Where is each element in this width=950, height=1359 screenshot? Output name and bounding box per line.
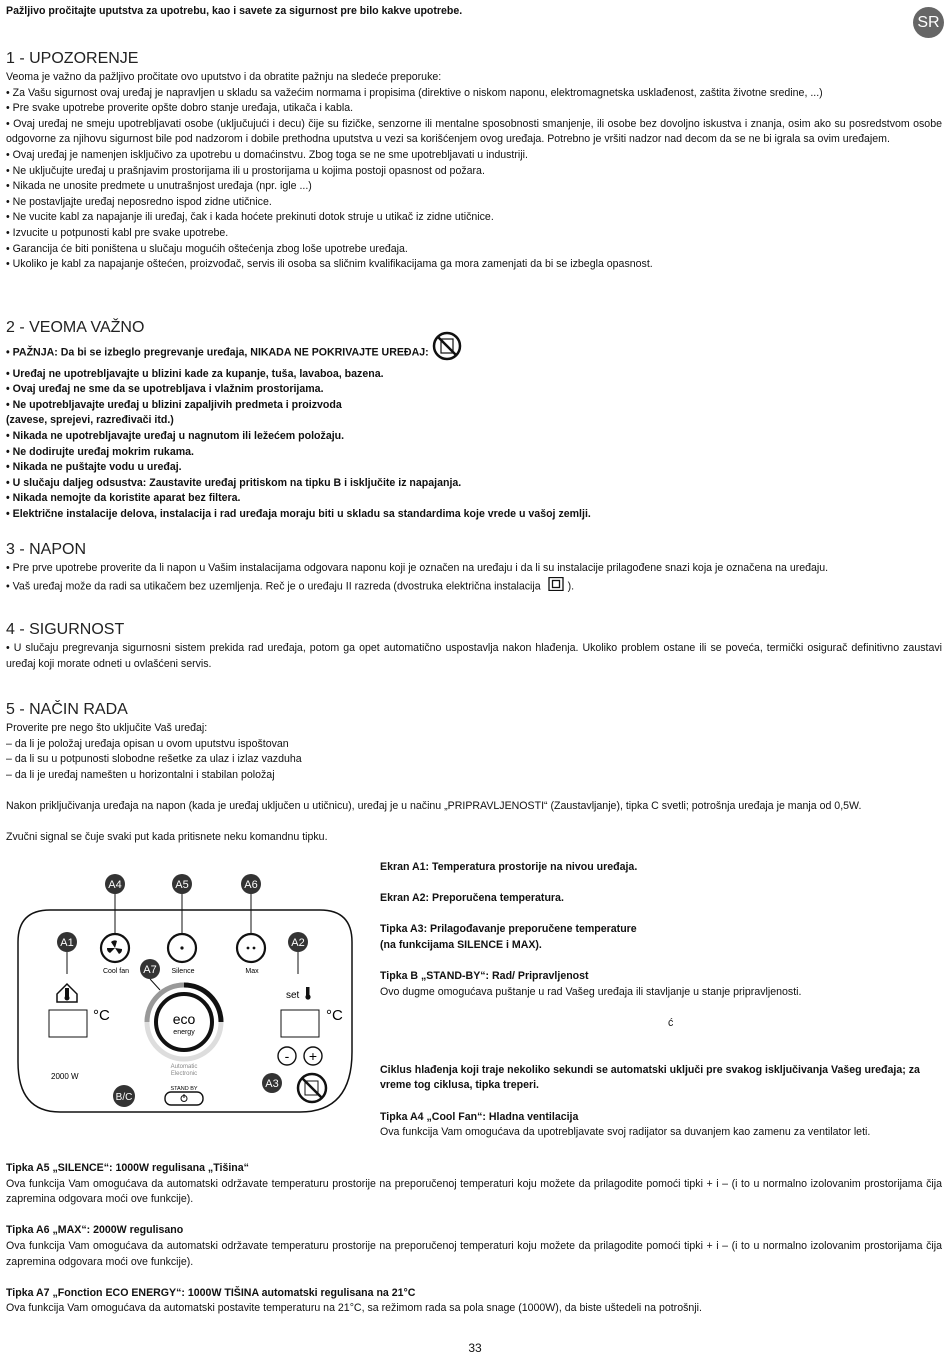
section-safety <box>6 620 942 672</box>
section-very-important <box>6 318 942 523</box>
section-warning <box>6 49 942 273</box>
desc-b-text: Ovo dugme omogućava puštanje u rad Vašeg uređaja ili stavljanje u stanje pripravljenosti. <box>380 985 802 998</box>
list-item-text-end: ). <box>567 580 575 593</box>
plus-button <box>304 1047 322 1065</box>
list-item: • Za Vašu sigurnost ovaj uređaj je napravljen u skladu sa važećim normama i propisima (direktive o niskom naponu, elektromagnetska usklađenost, zaštita životne sredine, ...) <box>6 86 823 99</box>
max-button <box>237 934 265 962</box>
section-operation <box>6 700 942 846</box>
list-item: • Nikada ne unosite predmete u unutrašnjost uređaja (npr. igle ...) <box>6 180 312 193</box>
label-a6 <box>241 874 261 894</box>
desc-a1: Ekran A1: Temperatura prostorije na nivou uređaja. <box>380 861 638 873</box>
top-note: Pažljivo pročitajte uputstva za upotrebu, kao i savete za sigurnost pre bilo kakve upotrebe. <box>6 5 463 17</box>
label-a4-text: A4 <box>108 879 122 891</box>
label-a3-text: A3 <box>265 1078 279 1090</box>
desc-a4-text: Ova funkcija Vam omogućava da upotrebljavate svoj radijator sa duvanjem kao zamenu za ventilator leti. <box>380 1126 871 1139</box>
list-item: • Nikada nemojte da koristite aparat bez filtera. <box>6 492 241 505</box>
standby-label: STAND BY <box>170 1086 198 1092</box>
section-title: 5 - NAČIN RADA <box>6 701 128 718</box>
thermometer-icon <box>305 987 310 1000</box>
paragraph: Nakon priključivanja uređaja na napon (kada je uređaj uključen u utičnicu), uređaj je u načinu „PRIPRAVLJENOSTI“ (Zaustavljanje), tipka C svetli; potrošnja uređaja je manja od 0,5W. <box>6 799 862 812</box>
max-label: Max <box>245 968 259 975</box>
warning-text: • PAŽNJA: Da bi se izbeglo pregrevanje uređaja, NIKADA NE POKRIVAJTE UREĐAJ: <box>6 346 429 359</box>
desc-a5-title: Tipka A5 „SILENCE“: 1000W regulisana „Tišina“ <box>6 1162 249 1174</box>
list-item: • Ne postavljajte uređaj neposredno ispod zidne utičnice. <box>6 195 272 208</box>
silence-label: Silence <box>171 968 195 975</box>
label-a1-text: A1 <box>60 937 74 949</box>
desc-a7-text: Ova funkcija Vam omogućava da automatski postavite temperaturu na 21°C, sa režimom rada sa pola snage (1000W), da biste uštedeli na potrošnji. <box>6 1302 702 1315</box>
list-item: • U slučaju daljeg odsustva: Zaustavite uređaj pritiskom na tipku B i isključite iz napajanja. <box>6 476 462 489</box>
desc-a4-title: Tipka A4 „Cool Fan“: Hladna ventilacija <box>380 1110 579 1123</box>
list-item: • Ukoliko je kabl za napajanje oštećen, proizvođač, servis ili osoba sa sličnim kvalifikacijama ga mora zamenjati da bi se izbegla opasnost. <box>6 258 653 271</box>
list-item-text: • Vaš uređaj može da radi sa utikačem bez uzemljenja. Reč je o uređaju II razreda (dvostruka električna instalacija <box>6 580 541 593</box>
desc-a7-title: Tipka A7 „Fonction ECO ENERGY“: 1000W TIŠINA automatski regulisana na 21°C <box>6 1286 416 1299</box>
list-item: • Električne instalacije delova, instalacija i rad uređaja moraju biti u skladu sa standardima koje vrede u vašoj zemlji. <box>6 507 591 520</box>
mode-descriptions <box>6 1161 942 1317</box>
desc-a2: Ekran A2: Preporučena temperatura. <box>380 892 564 905</box>
fan-icon <box>107 940 122 954</box>
list-item: • U slučaju pregrevanja sigurnosni sistem prekida rad uređaja, potom ga opet automatično uspostavlja nakon hlađenja. Ukoliko problem ostane ili se poveća, termički osigurač definitivno zaustavi uređaj koji morate odneti u ovlašćeni servis. <box>6 642 942 670</box>
list-item <box>6 339 942 367</box>
list-item: • Ne uključujte uređaj u prašnjavim prostorijama ili u prostorijama u kojima postoji opasnost od požara. <box>6 164 485 177</box>
desc-a3-line1: Tipka A3: Prilagođavanje preporučene temperature <box>380 923 637 936</box>
eco-energy-button <box>147 985 221 1059</box>
label-a3 <box>262 1073 282 1093</box>
label-a4 <box>105 874 125 894</box>
list-item: – da li je položaj uređaja opisan u ovom uputstvu ispoštovan <box>6 737 289 750</box>
list-item: • Ne dodirujte uređaj mokrim rukama. <box>6 445 194 458</box>
minus-text: - <box>284 1048 290 1064</box>
paragraph: Proverite pre nego što uključite Vaš uređaj: <box>6 722 208 734</box>
list-item: – da li su u potpunosti slobodne rešetke za ulaz i izlaz vazduha <box>6 753 302 766</box>
list-item: • Izvucite u potpunosti kabl pre svake upotrebe. <box>6 226 229 239</box>
unit-right: °C <box>326 1007 343 1024</box>
label-a5-text: A5 <box>175 879 189 891</box>
label-a5 <box>172 874 192 894</box>
section-title: 1 - UPOZORENJE <box>6 50 139 67</box>
unit-left: °C <box>93 1007 110 1024</box>
label-a2-text: A2 <box>291 937 305 949</box>
section-title: 3 - NAPON <box>6 541 87 558</box>
section-title: 4 - SIGURNOST <box>6 621 125 638</box>
list-item <box>6 577 942 597</box>
display-a1 <box>49 1010 87 1037</box>
minus-button <box>278 1047 296 1065</box>
silence-button <box>168 934 196 962</box>
desc-a6-text: Ova funkcija Vam omogućava da automatski održavate temperaturu prostorije na preporučenoj temperaturi koju možete da prilagodite pomoći tipki + i – (i to u normalno izolovanim prostorijama čija zapremina odgovara moći ove funkcije). <box>6 1239 942 1268</box>
list-item: • Ovaj uređaj ne sme da se upotrebljava i vlažnim prostorijama. <box>6 383 324 396</box>
list-item: – da li je uređaj namešten u horizontalni i stabilan položaj <box>6 768 275 781</box>
list-item: • Pre svake upotrebe proverite opšte dobro stanje uređaja, utikača i kabla. <box>6 102 354 115</box>
class-ii-icon <box>544 577 568 597</box>
cool-fan-button <box>101 934 129 962</box>
label-a7 <box>140 959 160 979</box>
desc-a3-line2: (na funkcijama SILENCE i MAX). <box>380 938 542 951</box>
list-item: • Ne upotrebljavajte uređaj u blizini zapaljivih predmeta i proizvoda <box>6 398 342 411</box>
stray-character: ć <box>668 1016 674 1029</box>
label-a6-text: A6 <box>244 879 258 891</box>
language-badge: SR <box>913 7 944 38</box>
label-a1 <box>57 932 77 952</box>
eco-text: eco <box>172 1011 196 1027</box>
do-not-cover-icon <box>432 339 462 367</box>
display-a2 <box>281 1010 319 1037</box>
paragraph: Veoma je važno da pažljivo pročitate ovo uputstvo i da obratite pažnju na sledeće preporuke: <box>6 71 442 83</box>
power-label: 2000 W <box>51 1072 79 1081</box>
do-not-cover-icon <box>298 1074 326 1102</box>
desc-a6-title: Tipka A6 „MAX“: 2000W regulisano <box>6 1224 184 1237</box>
list-item: • Ovaj uređaj ne smeju upotrebljavati osobe (uključujući i decu) čije su fizičke, senzorne ili mentalne sposobnosti smanjenje, ili osobe bez dovoljno iskustva i znanja, osim ako su posredstvom osobe odgovorne za njihovu sigurnost bile pod nadzorom i dobile prethodna uputstva u vezi sa korišćenjem ovog uređaja. Potrebno je vršiti nadzor nad decom da se ne bi igrala sa ovim uređajem. <box>6 117 942 146</box>
list-item: • Nikada ne upotrebljavajte uređaj u nagnutom ili ležećem položaju. <box>6 429 345 442</box>
label-bc-text: B/C <box>115 1092 133 1103</box>
list-item: • Nikada ne puštajte vodu u uređaj. <box>6 461 182 474</box>
list-item: • Pre prve upotrebe proverite da li napon u Vašim instalacijama odgovara naponu koji je označen na uređaju i da li su instalacije prilagođene snazi koja je označena na uređaju. <box>6 562 829 574</box>
label-bc <box>113 1085 135 1107</box>
desc-a5-text: Ova funkcija Vam omogućava da automatski održavate temperaturu prostorije na preporučenoj temperaturi koju možete da prilagodite pomoći tipki + i – (i to u normalno izolovanim prostorijama čija zapremina odgovara moći ove funkcije). <box>6 1177 942 1206</box>
standby-button <box>165 1092 203 1105</box>
plus-text: + <box>308 1048 318 1064</box>
page-number: 33 <box>468 1341 482 1355</box>
set-label: set <box>286 990 300 1001</box>
control-panel-diagram <box>0 862 380 1122</box>
list-item: • Garancija će biti poništena u slučaju mogućih oštećenja zbog loše upotrebe uređaja. <box>6 242 408 255</box>
cool-fan-label: Cool fan <box>102 968 130 975</box>
list-item: (zavese, sprejevi, razređivači itd.) <box>6 414 174 427</box>
energy-text: energy <box>173 1029 195 1036</box>
list-item: • Uređaj ne upotrebljavajte u blizini kade za kupanje, tuša, lavaboa, bazena. <box>6 367 384 380</box>
label-a7-text: A7 <box>143 964 157 976</box>
room-temperature-icon <box>57 984 77 1002</box>
automatic-text: Automatic <box>170 1064 198 1070</box>
list-item: • Ovaj uređaj je namenjen isključivo za upotrebu u domaćinstvu. Zbog toga se ne sme upotrebljavati u industriji. <box>6 148 528 161</box>
list-item: • Ne vucite kabl za napajanje ili uređaj, čak i kada hoćete prekinuti dotok struje u utikač iz zidne utičnice. <box>6 211 494 224</box>
section-voltage <box>6 540 942 596</box>
section-title: 2 - VEOMA VAŽNO <box>6 319 145 336</box>
button-descriptions <box>380 860 940 1141</box>
desc-b-title: Tipka B „STAND-BY“: Rad/ Pripravljenost <box>380 970 589 983</box>
desc-cooling-cycle: Ciklus hlađenja koji traje nekoliko sekundi se automatski uključi pre svakog isključivanja Vašeg uređaja; za vreme tog ciklusa, tipka treperi. <box>380 1063 920 1092</box>
label-a2 <box>288 932 308 952</box>
paragraph: Zvučni signal se čuje svaki put kada pritisnete neku komandnu tipku. <box>6 831 328 844</box>
electronic-text: Electronic <box>170 1071 198 1077</box>
